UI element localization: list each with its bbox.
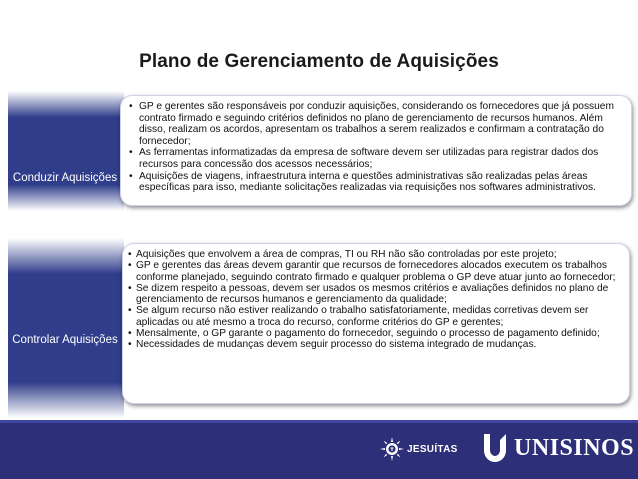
jesuitas-label: JESUÍTAS — [407, 443, 458, 455]
unisinos-logo — [480, 430, 634, 466]
list-item: • Mensalmente, o GP garante o pagamento do fornecedor, seguindo o processo de pagamento definido; — [128, 328, 600, 340]
list-item: • Se algum recurso não estiver realizando o trabalho satisfatoriamente, medidas corretivas devem ser aplicadas ou até mesmo a troca do recurso, conforme critérios do GP e gerentes; — [128, 305, 589, 328]
unisinos-label: UNISINOS — [514, 434, 635, 461]
list-item: • Aquisições de viagens, infraestrutura interna e questões administrativas são realizadas pelas áreas específicas para isso, mediante solicitações realizadas via requisições nos softwares administrativos. — [129, 170, 596, 194]
sun-seal-icon — [380, 437, 404, 461]
footer-stripe — [0, 420, 638, 423]
left-shape-conduzir — [8, 91, 126, 211]
bullet-icon: • — [129, 147, 133, 159]
section-label-controlar: Controlar Aquisições — [12, 334, 118, 346]
conduzir-card — [120, 95, 632, 206]
bullet-icon: • — [128, 305, 132, 317]
bullet-icon: • — [128, 339, 132, 351]
bullet-icon: • — [129, 101, 133, 112]
bullet-icon: • — [128, 328, 132, 340]
controlar-card — [122, 243, 630, 404]
conduzir-list — [128, 101, 625, 194]
page-title: Plano de Gerenciamento de Aquisições — [139, 51, 499, 72]
bullet-icon: • — [128, 260, 132, 272]
list-item: • Necessidades de mudanças devem seguir processo do sistema integrado de mudanças. — [128, 339, 537, 351]
section-label-conduzir: Conduzir Aquisições — [12, 172, 118, 184]
bullet-icon: • — [128, 249, 132, 260]
list-item: • As ferramentas informatizadas da empresa de software devem ser utilizadas para registrar dados dos recursos para concessão dos acessos necessários; — [129, 147, 599, 170]
list-item: • GP e gerentes das áreas devem garantir que recursos de fornecedores alocados executem os trabalhos conforme planejado, seguindo contrato firmado e qualquer problema o GP deve atuar junto ao fornecedor; — [128, 260, 616, 283]
list-item: • GP e gerentes são responsáveis por conduzir aquisições, considerando os fornecedores que já possuem contrato firmado e seguindo critérios definidos no plano de gerenciamento de recursos humanos. Além disso, realizam os acordos, apresentam os trabalhos a serem realizados e confirmam a contratação do fornecedor; — [129, 101, 614, 147]
u-logo-icon — [480, 432, 510, 464]
bullet-icon: • — [129, 170, 133, 182]
jesuitas-logo — [380, 434, 458, 464]
list-item: • Se dizem respeito a pessoas, devem ser usados os mesmos critérios e avaliações definidos no plano de gerenciamento de recursos humanos e gerenciamento da qualidade; — [128, 282, 609, 306]
list-item: • Aquisições que envolvem a área de compras, TI ou RH não são controladas por este projeto; — [128, 249, 557, 260]
left-shape-controlar — [8, 238, 126, 418]
bullet-icon: • — [128, 282, 132, 294]
controlar-list — [127, 249, 623, 351]
